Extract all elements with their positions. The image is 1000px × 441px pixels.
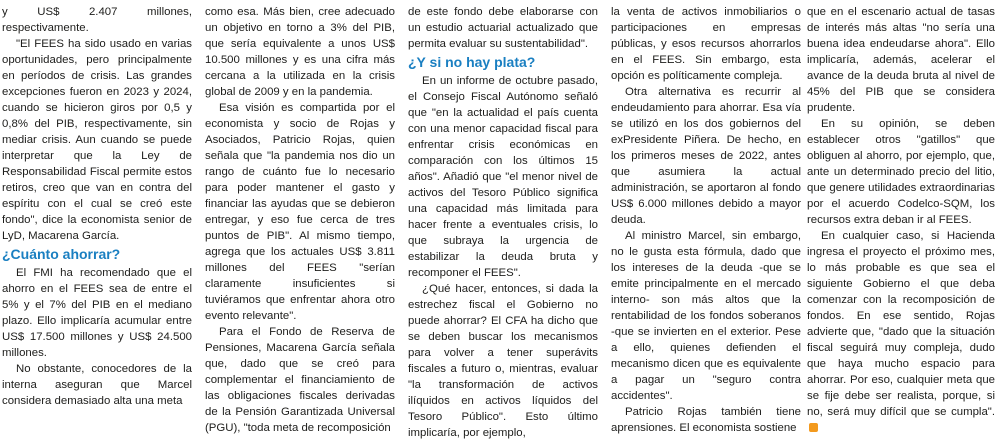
paragraph-text: En cualquier caso, si Hacienda ingresa el proyecto el próximo mes, lo más probable es que sea el siguiente Gobierno el que deba comenzar con la recomposición de fondos. En ese sentido, Rojas advierte que, "dado que la situación fiscal seguirá muy compleja, dudo que haya mucho espacio para ahorrar. Por eso, cualquier meta que se fije debe ser realista, porque, si no, será muy difícil que se cumpla".	[807, 230, 995, 418]
article-column-1	[2, 4, 192, 409]
paragraph-text: Esa visión es compartida por el economista y socio de Rojas y Asociados, Patricio Rojas, quien señala que "la pandemia nos dio un rango de cuánto fue lo necesario para poder mantener el gasto y financiar las ayudas que se debieron entregar, y eso fue cerca de tres puntos de PIB". Al mismo tiempo, agrega que los actuales US$ 3.811 millones del FEES "serían claramente insuficientes si tuviéramos que enfrentar ahora otro evento relevante".	[205, 102, 395, 322]
paragraph-text: la venta de activos inmobiliarios o participaciones en empresas públicas, y esos recursos ahorrarlos en el FEES. Sin embargo, esta opción es políticamente compleja.	[611, 6, 801, 82]
paragraph-text: que en el escenario actual de tasas de interés más altas "no sería una buena idea endeudarse ahora". Ello implicaría, además, acelerar el avance de la deuda bruta al nivel de 45% del PIB que se considera prudente.	[807, 6, 995, 114]
heading-text: ¿Cuánto ahorrar?	[2, 246, 121, 262]
paragraph	[2, 4, 192, 36]
paragraph	[611, 4, 801, 84]
article-column-5	[807, 4, 995, 436]
paragraph	[611, 228, 801, 404]
paragraph	[408, 281, 598, 441]
paragraph	[807, 228, 995, 436]
paragraph-text: y US$ 2.407 millones, respectivamente.	[2, 6, 192, 34]
paragraph-text: No obstante, conocedores de la interna aseguran que Marcel considera demasiado alta una meta	[2, 363, 192, 407]
paragraph-text: como esa. Más bien, cree adecuado un objetivo en torno a 3% del PIB, que sería equivalente a unos US$ 10.500 millones y es una cifra más cercana a la utilizada en la crisis global de 2009 y en la pandemia.	[205, 6, 395, 98]
paragraph-text: El FMI ha recomendado que el ahorro en el FEES sea de entre el 5% y el 7% del PIB en el mediano plazo. Ello implicaría acumular entre US$ 17.500 millones y US$ 24.500 millones.	[2, 267, 192, 359]
paragraph	[408, 4, 598, 52]
paragraph-text: ¿Qué hacer, entonces, si dada la estrechez fiscal el Gobierno no puede ahorrar? El CFA ha dicho que se deben buscar los mecanismos para volver a tener superávits fiscales a futuro o, mientras, evaluar "la transformación de activos ilíquidos en activos líquidos del Tesoro Público". Esto último implicaría, por ejemplo,	[408, 283, 598, 439]
paragraph-text: En un informe de octubre pasado, el Consejo Fiscal Autónomo señaló que "en la actualidad el país cuenta con una menor capacidad fiscal para enfrentar crisis económicas en comparación con los últimos 15 años". Añadió que "el menor nivel de activos del Tesoro Público significa una capacidad más limitada para hacer frente a eventuales crisis, lo que subraya la urgencia de estabilizar la deuda bruta y recomponer el FEES".	[408, 75, 598, 279]
paragraph	[205, 100, 395, 324]
section-heading	[408, 54, 598, 71]
paragraph	[611, 84, 801, 228]
paragraph-text: Al ministro Marcel, sin embargo, no le gusta esta fórmula, dado que los intereses de la deuda -que se emite principalmente en el mercado interno- son más altos que la rentabilidad de los fondos soberanos -que se invierten en el exterior. Pese a ello, quienes defienden el mecanismo dicen que es equivalente a pagar un "seguro contra accidentes".	[611, 230, 801, 402]
section-heading	[2, 246, 192, 263]
heading-text: ¿Y si no hay plata?	[408, 54, 536, 70]
paragraph	[2, 361, 192, 409]
article-column-2	[205, 4, 395, 436]
paragraph-text: En su opinión, se deben establecer otros "gatillos" que obliguen al ahorro, por ejemplo, que, ante un determinado precio del litio, que genere utilidades extraordinarias por el acuerdo Codelco-SQM, los recursos extra deban ir al FEES.	[807, 118, 995, 226]
paragraph-text: de este fondo debe elaborarse con un estudio actuarial actualizado que permita evaluar su sustentabilidad".	[408, 6, 598, 50]
paragraph	[807, 4, 995, 116]
paragraph	[611, 404, 801, 436]
article-column-3	[408, 4, 598, 441]
end-of-article-icon	[809, 423, 818, 432]
paragraph	[2, 36, 192, 244]
paragraph	[205, 324, 395, 436]
paragraph	[807, 116, 995, 228]
paragraph-text: Para el Fondo de Reserva de Pensiones, Macarena García señala que, dado que se creó para complementar el financiamiento de las obligaciones fiscales derivadas de la Pensión Garantizada Universal (PGU), "toda meta de recomposición	[205, 326, 395, 434]
paragraph	[408, 73, 598, 281]
article-column-4	[611, 4, 801, 436]
paragraph-text: Patricio Rojas también tiene aprensiones. El economista sostiene	[611, 406, 801, 434]
paragraph-text: Otra alternativa es recurrir al endeudamiento para ahorrar. Esa vía se utilizó en los dos gobiernos del exPresidente Piñera. De hecho, en los primeros meses de 2022, antes que asumiera la actual administración, se aportaron al fondo US$ 6.000 millones debido a mayor deuda.	[611, 86, 801, 226]
paragraph	[205, 4, 395, 100]
paragraph	[2, 265, 192, 361]
paragraph-text: "El FEES ha sido usado en varias oportunidades, pero principalmente en períodos de crisis. Las grandes excepciones fueron en 2023 y 2024, cuando se hicieron giros por 0,5 y 0,8% del PIB, respectivamente, sin mediar crisis. Aun cuando se puede interpretar que la Ley de Responsabilidad Fiscal permite estos retiros, creo que van en contra del espíritu con el cual se creó este fondo", dice la economista senior de LyD, Macarena García.	[2, 38, 192, 242]
